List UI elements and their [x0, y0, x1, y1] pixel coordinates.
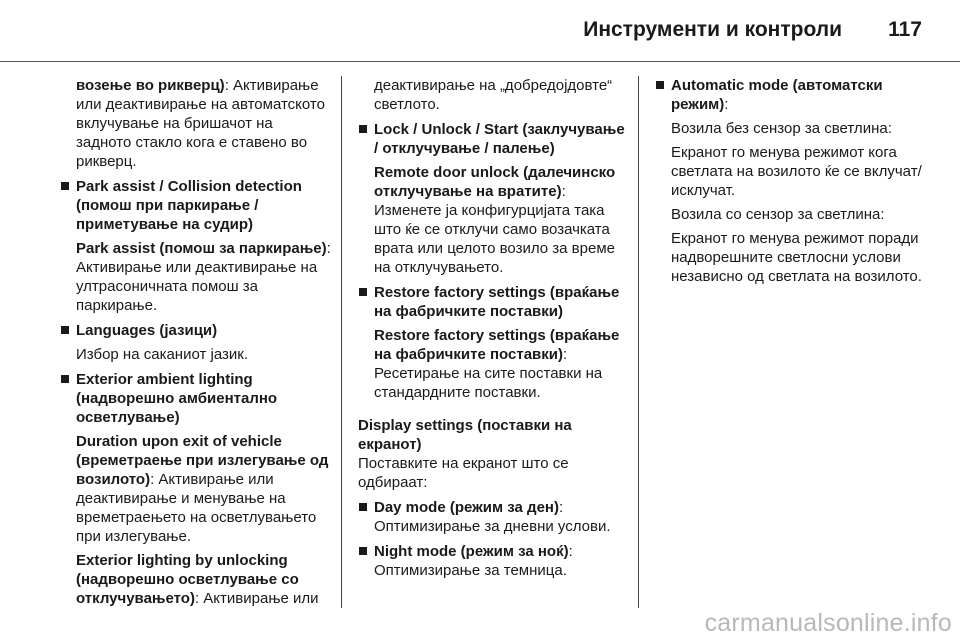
- header-divider: [0, 61, 960, 62]
- page-number: 117: [888, 18, 922, 41]
- list-item-night-mode: [358, 542, 626, 580]
- item-title: Park assist / Collision detection (помош при паркирање / приметување на судир): [76, 178, 302, 233]
- column-3: [655, 76, 925, 292]
- item-bold: Day mode (режим за ден): [374, 499, 559, 516]
- item-title: Lock / Unlock / Start (заклучување / отклучување / палење): [374, 121, 625, 157]
- item-bold: Restore factory settings (враќање на фабричките поставки): [374, 327, 620, 363]
- list-item-day-mode: [358, 498, 626, 536]
- list-item-continued: [358, 76, 626, 114]
- bullet-icon: [359, 503, 367, 511]
- bullet-icon: [359, 125, 367, 133]
- item-text: : Активирање или деактивирање на ултрасоничната помош за паркирање.: [76, 240, 331, 314]
- list-item-continued: [60, 76, 332, 171]
- item-text: Возила без сензор за светлина:: [671, 120, 892, 137]
- item-text: Избор на саканиот јазик.: [76, 346, 249, 363]
- item-colon: :: [724, 96, 729, 113]
- item-text: Екранот го менува режимот поради надворешните светлосни услови независно од светлата на возилото.: [671, 230, 922, 285]
- item-text: : Активирање или деактивирање и менување на времетраењето на осветлувањето при излегување.: [76, 471, 317, 545]
- item-text: : Оптимизирање за дневни услови.: [374, 499, 611, 535]
- list-item-exterior-lighting: [60, 370, 332, 608]
- column-divider-2: [638, 76, 639, 608]
- item-text: деактивирање на „добредојдовте“ светлото.: [374, 77, 613, 113]
- section-text: Поставките на екранот што се одбираат:: [358, 455, 569, 491]
- list-item-lock-unlock: [358, 120, 626, 277]
- item-bold: Exterior lighting by unlocking (надворешно осветлување со отклучувањето): [76, 552, 299, 607]
- section-heading-display-settings: Display settings (поставки на екранот): [358, 417, 572, 453]
- item-bold: возење во рикверц): [76, 77, 225, 94]
- item-text: : Изменете ја конфигурцијата така што ќе се отклучи само возачката врата или целото возило за време на отклучувањето.: [374, 183, 615, 276]
- bullet-icon: [61, 182, 69, 190]
- item-bold: Night mode (режим за ноќ): [374, 543, 569, 560]
- list-item-languages: [60, 321, 332, 364]
- item-title: Exterior ambient lighting (надворешно амбиентално осветлување): [76, 371, 278, 426]
- column-1: [60, 76, 332, 614]
- bullet-icon: [359, 547, 367, 555]
- item-text: : Активирање или: [194, 590, 319, 607]
- item-text: : Активирање или деактивирање на автоматското вклучување на бришачот на задното стакло кога е ставено во рикверц.: [76, 77, 325, 170]
- item-text: : Ресетирање на сите поставки на стандардните поставки.: [374, 346, 603, 401]
- item-bold: Duration upon exit of vehicle (времетраење при излегување од возилото): [76, 433, 329, 488]
- item-title: Languages (јазици): [76, 322, 218, 339]
- item-title: Restore factory settings (враќање на фабричките поставки): [374, 284, 620, 320]
- column-2: [358, 76, 626, 586]
- bullet-icon: [61, 375, 69, 383]
- page-header: [0, 0, 960, 60]
- item-bold: Automatic mode (автоматски режим): [671, 77, 883, 113]
- item-bold: Park assist (помош за паркирање): [76, 240, 327, 257]
- item-text: Екранот го менува режимот кога светлата на возилото ќе се вклучат/исклучат.: [671, 144, 922, 199]
- list-item-automatic-mode: [655, 76, 925, 286]
- list-item-restore-factory: [358, 283, 626, 402]
- column-divider-1: [341, 76, 342, 608]
- bullet-icon: [656, 81, 664, 89]
- item-bold: Remote door unlock (далечинско отклучување на вратите): [374, 164, 616, 200]
- bullet-icon: [359, 288, 367, 296]
- watermark: carmanualsonline.info: [704, 609, 952, 637]
- bullet-icon: [61, 326, 69, 334]
- page-title: Инструменти и контроли: [583, 18, 842, 41]
- item-text: : Оптимизирање за темница.: [374, 543, 573, 579]
- item-text: Возила со сензор за светлина:: [671, 206, 885, 223]
- list-item-park-assist: [60, 177, 332, 315]
